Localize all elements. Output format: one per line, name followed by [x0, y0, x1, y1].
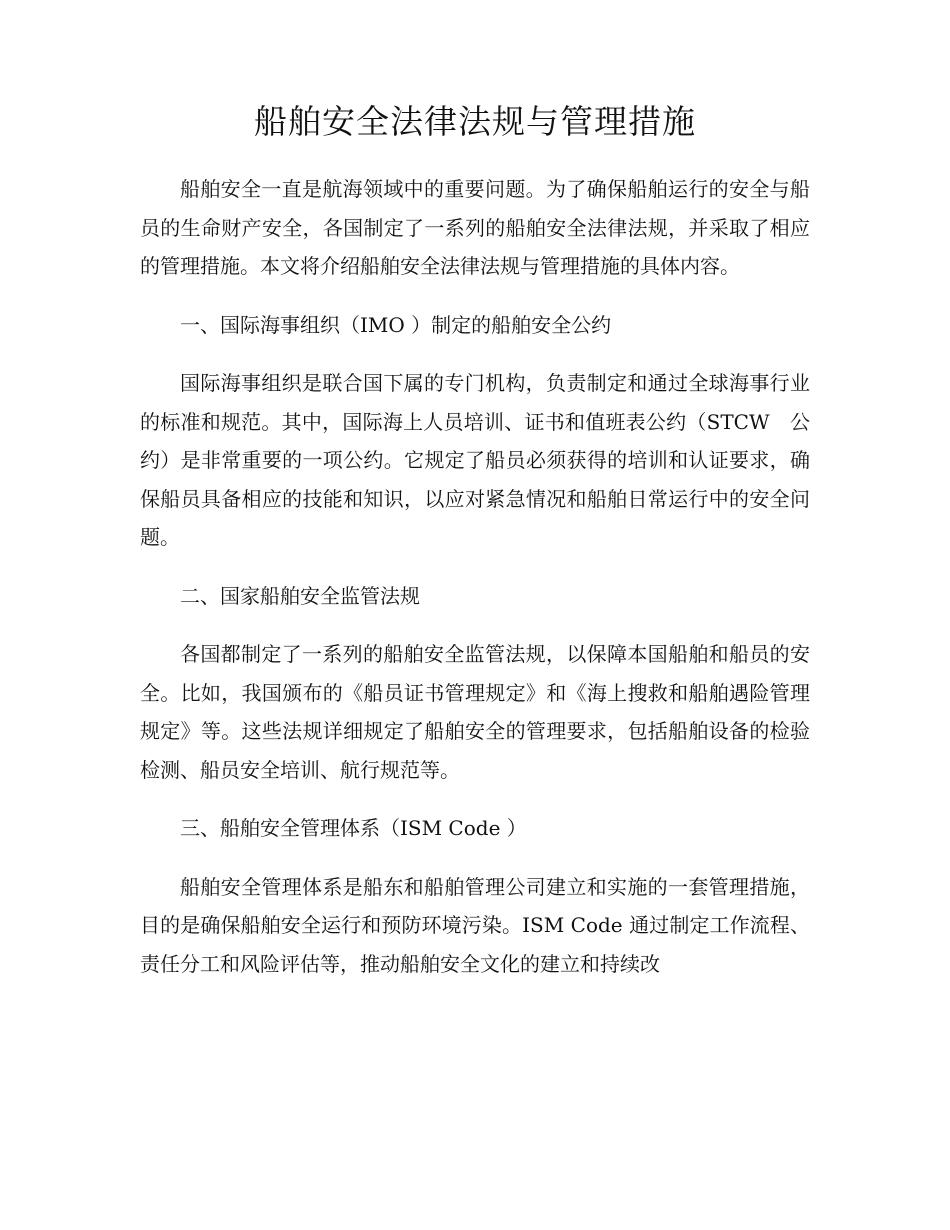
document-title: 船舶安全法律法规与管理措施	[254, 102, 696, 141]
national-paragraph: 各国都制定了一系列的船舶安全监管法规，以保障本国船舶和船员的安全。比如，我国颁布的《船员证书管理规定》和《海上搜救和船舶遇险管理规定》等。这些法规详细规定了船舶安全的管理要求，包括船舶设备的检验检测、船员安全培训、航行规范等。	[140, 642, 810, 782]
section-heading-ism: 三、船舶安全管理体系（ISM Code ）	[180, 816, 527, 840]
intro-paragraph: 船舶安全一直是航海领域中的重要问题。为了确保船舶运行的安全与船员的生命财产安全，各国制定了一系列的船舶安全法律法规，并采取了相应的管理措施。本文将介绍船舶安全法律法规与管理措施的具体内容。	[140, 177, 810, 278]
section-heading-imo: 一、国际海事组织（IMO ）制定的船舶安全公约	[180, 312, 612, 337]
imo-paragraph: 国际海事组织是联合国下属的专门机构，负责制定和通过全球海事行业的标准和规范。其中，国际海上人员培训、证书和值班表公约（STCW 公约）是非常重要的一项公约。它规定了船员必须获得的培训和认证要求，确保船员具备相应的技能和知识，以应对紧急情况和船舶日常运行中的安全问题。	[140, 371, 810, 549]
document-body	[140, 170, 810, 983]
ism-paragraph: 船舶安全管理体系是船东和船舶管理公司建立和实施的一套管理措施，目的是确保船舶安全运行和预防环境污染。ISM Code 通过制定工作流程、责任分工和风险评估等，推动船舶安全文化的建立和持续改	[140, 874, 810, 976]
section-heading-national: 二、国家船舶安全监管法规	[180, 583, 420, 608]
